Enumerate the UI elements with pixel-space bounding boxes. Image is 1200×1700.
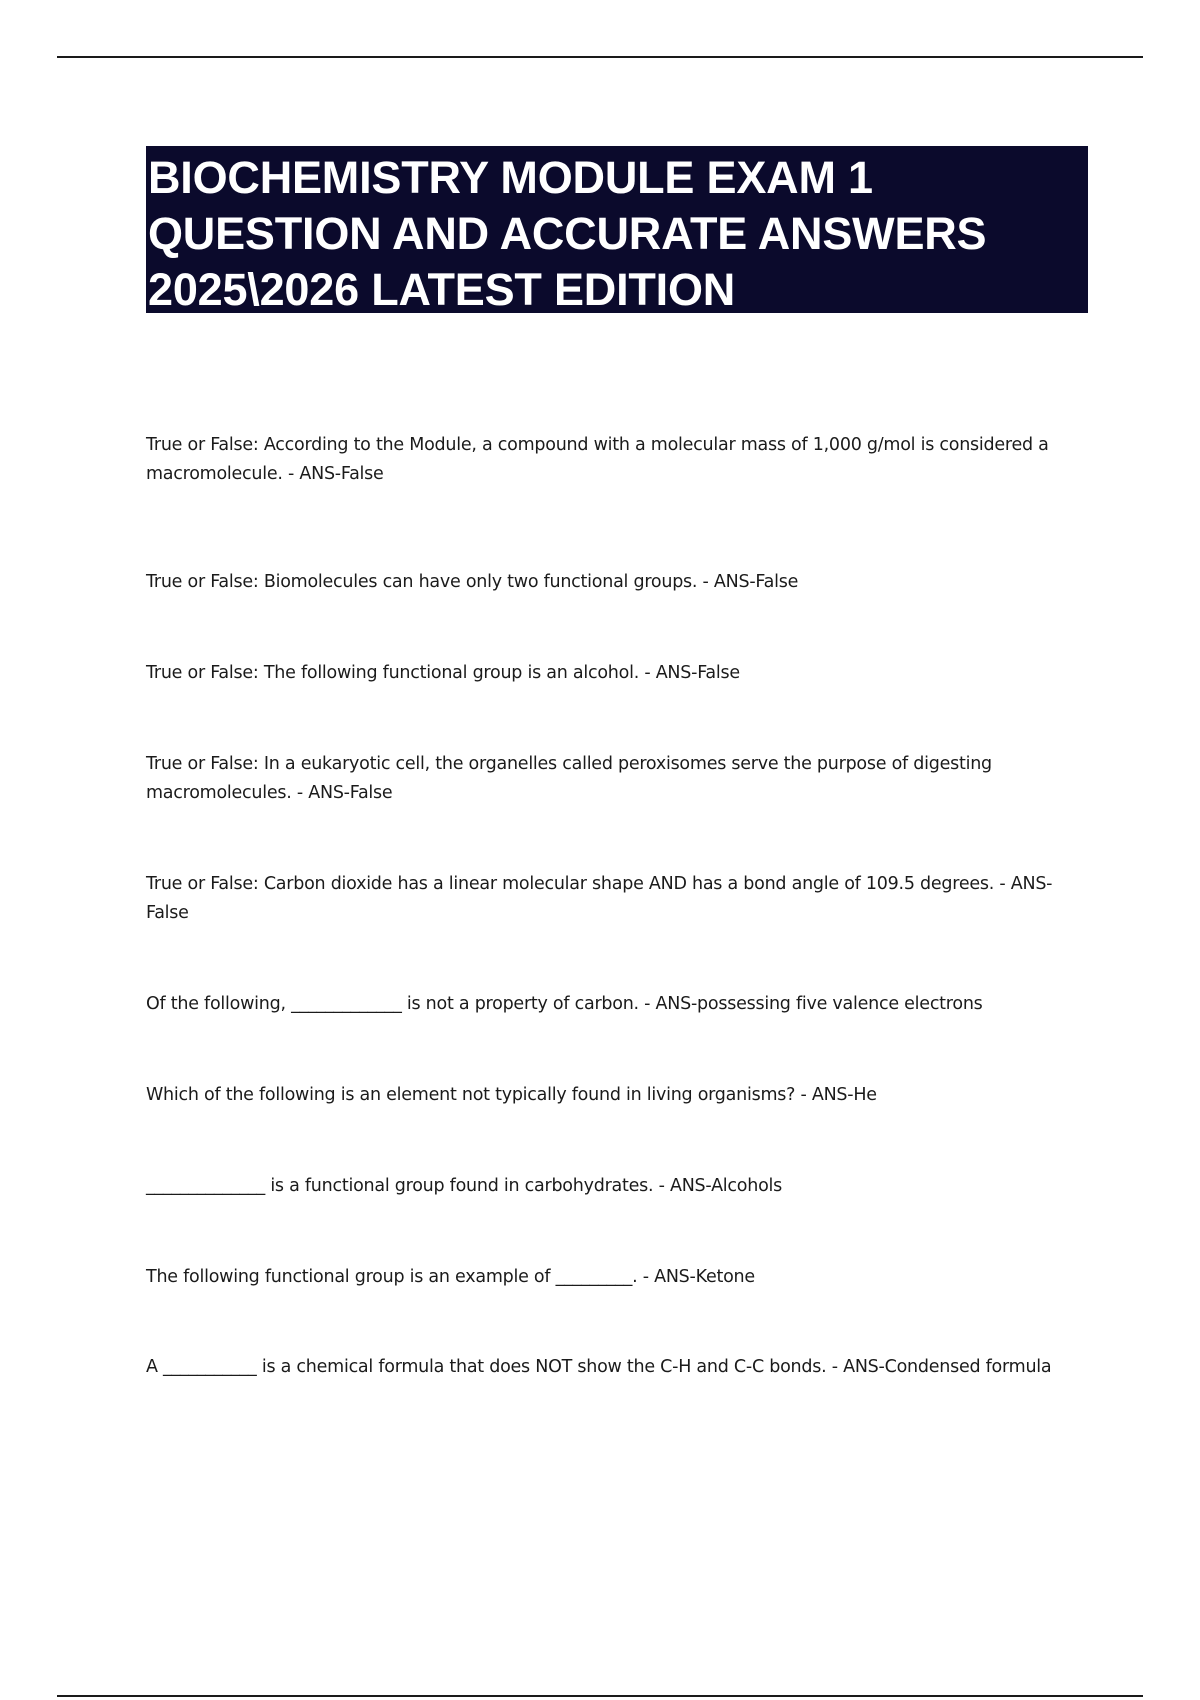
question-answer-7: Which of the following is an element not typically found in living organisms? - ANS-He: [146, 1085, 877, 1105]
title-line-2: QUESTION AND ACCURATE ANSWERS: [148, 208, 987, 259]
question-answer-9: The following functional group is an example of _________. - ANS-Ketone: [146, 1267, 755, 1287]
question-answer-3: True or False: The following functional group is an alcohol. - ANS-False: [146, 663, 740, 683]
title-line-3: 2025\2026 LATEST EDITION: [148, 264, 736, 315]
question-answer-1: True or False: According to the Module, a compound with a molecular mass of 1,000 g/mol is considered a macromolecule. - ANS-False: [146, 435, 1049, 484]
question-answer-8: ______________ is a functional group found in carbohydrates. - ANS-Alcohols: [146, 1176, 783, 1196]
document-title-banner: [146, 146, 1088, 313]
bottom-rule: [57, 1695, 1143, 1697]
question-answer-5: True or False: Carbon dioxide has a linear molecular shape AND has a bond angle of 109.5 degrees. - ANS-False: [146, 874, 1053, 923]
question-answer-10: A ___________ is a chemical formula that does NOT show the C-H and C-C bonds. - ANS-Condensed formula: [146, 1357, 1052, 1377]
question-answer-2: True or False: Biomolecules can have only two functional groups. - ANS-False: [146, 572, 799, 592]
question-answer-6: Of the following, _____________ is not a property of carbon. - ANS-possessing five valence electrons: [146, 994, 983, 1014]
question-answer-4: True or False: In a eukaryotic cell, the organelles called peroxisomes serve the purpose of digesting macromolecules. - ANS-False: [146, 754, 992, 803]
title-line-1: BIOCHEMISTRY MODULE EXAM 1: [148, 152, 873, 203]
top-rule: [57, 56, 1143, 58]
